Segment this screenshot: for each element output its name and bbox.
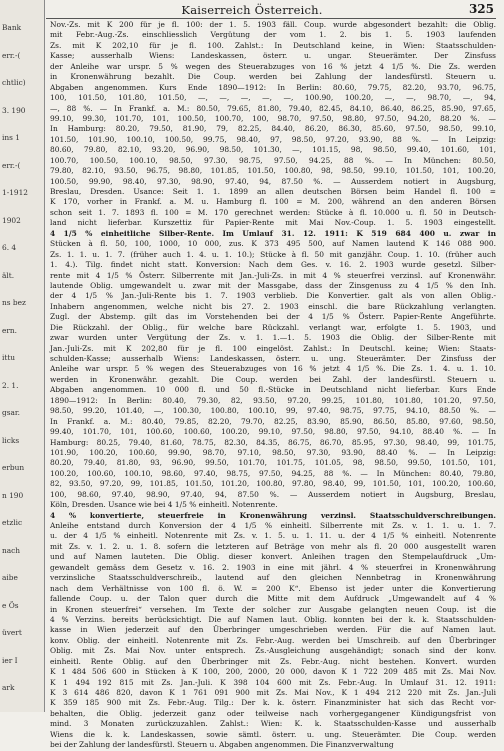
text-line: Abgaben angenommen. Kurs Ende 1890—1912: In Berlin: 80.60, 79.75, 82.20, 93.70, 96.75, — [50, 82, 496, 92]
text-line: nach dem Verhältnisse von 100 fl. ö. W. = 200 K“. Ebenso ist jeder unter die Konvertierung — [50, 583, 496, 593]
text-line: K 359 185 900 mit Zs. Febr.-Aug. Tilg.: Der k. k. österr. Finanzminister hat sich das Recht vor- — [50, 698, 496, 708]
text-line: lautende Oblig. umgewandelt u. zwar mit der Massgabe, dass der Zinsgenuss zu 4 1/5 % den Inh. — [50, 280, 496, 290]
text-line: 100.20, 100.60, 100.10, 98.60, 97.40, 98.75, 97.50, 94.25, 88 %. — In München: 80.40, 79.80, — [50, 468, 496, 478]
text-line: rente mit 4 1/5 % Österr. Silberrente mit Jan.-Juli-Zs. in mit 4 % steuerfrei verzinsl. auf Kronenwähr. — [50, 270, 496, 280]
text-line: behalten, die Oblig. jederzeit ganz oder teilweise nach vorhergegangener Kündigungsfrist von — [50, 708, 496, 718]
margin-fragment: 3. 190 — [2, 105, 26, 115]
text-line: Kasse; ausserhalb Wiens: Landeskassen, österr. u. ungar. Steuerämter. Der Zinsfuss — [50, 51, 496, 61]
margin-fragment: 2. 1. — [2, 380, 19, 390]
margin-fragment: üvert — [2, 628, 22, 637]
text-line: 99.10, 99.30, 101.70, 101, 100.50, 100.70, 100, 98.70, 97.50, 98.80, 97.50, 94.20, 88.20 %. — — [50, 113, 496, 123]
text-line: konv. Oblig. der einheitl. Notenrente mit Zs. Febr.-Aug. werden bei Umschreib. auf den Überbringer — [50, 635, 496, 645]
text-line: bei der Zahlung der landesfürstl. Steuern u. Abgaben angenommen. Die Finanzverwaltung — [50, 740, 394, 750]
text-line: einheitl. Rente Oblig. auf den Überbringer mit Zs. Febr.-Aug. nicht bestehen. Konvert. wurden — [50, 656, 496, 666]
text-line: 99.40, 101.70, 101, 100.60, 100.60, 100.20, 99.10, 97.50, 98.80, 97.50, 94.10, 88.40 %. — In — [50, 427, 496, 437]
margin-fragment: ns bez — [2, 298, 26, 307]
text-line: 79.80, 82.10, 93.50, 96.75, 98.80, 101.85, 101.50, 100.80, 98, 98.50, 99.10, 101.50, 101, 100.20, — [50, 166, 496, 176]
margin-fragment: ern. — [2, 325, 18, 335]
text-line: 4 % Verzins. bereits berücksichtigt. Die auf Namen laut. Oblig. konnten bei der k. k. Staatsschulden- — [50, 614, 496, 624]
text-line: —, 88 %. — In Frankf. a. M.: 80.50, 79.65, 81.80, 79.40, 82.45, 84.10, 86.40, 86.25, 85.90, 97.65, — [50, 103, 496, 113]
margin-fragment: 1-1912 — [2, 188, 29, 197]
margin-fragment: 6. 4 — [2, 243, 17, 252]
margin-fragment: gsar. — [2, 408, 20, 417]
margin-fragment: err.-( — [2, 160, 21, 170]
text-line: 82, 93.50, 97.20, 99, 101.85, 101.50, 101.20, 100.80, 97.80, 98.40, 99, 101.50, 101, 100.20, 100.60, — [50, 479, 496, 489]
text-line: in Kronen steuerfrei“ versehen. Im Texte der solcher zur Ausgabe gelangten neuen Coup. ist die — [50, 604, 496, 614]
text-line: werden in Kronenwähr. gezahlt. Die Coup. werden bei Zahl. der landesfürstl. Steuern u. — [50, 374, 496, 384]
text-line: Zs. mit K 202,10 für je fl. 100. Zahlst.: In Deutschland keine, in Wien: Staatsschulden- — [50, 40, 496, 50]
text-line: 80.20, 79.40, 81.80, 93, 96.90, 99.50, 101.70, 101.75, 101.05, 98, 98.50, 99.50, 101.50, 101, — [50, 458, 496, 468]
text-line: Stücken à fl. 50, 100, 1000, 10 000, zus. K 373 495 500, auf Namen lautend K 146 088 900. — [50, 239, 496, 249]
margin-fragment: ark — [2, 683, 15, 692]
text-line: Jan.-Juli-Zs. mit K 202,80 für je fl. 100 eingelöst. Zahlst.: In Deutschl. keine; Wien: Staats- — [50, 343, 496, 353]
margin-fragment: ält. — [2, 270, 15, 280]
text-line: In Hamburg: 80.20, 79.50, 81.90, 79, 82.25, 84.40, 86.20, 86.30, 85.60, 97.50, 98.50, 99.10, — [50, 124, 496, 134]
text-line: 100, 98.60, 97.40, 98.90, 97.40, 94, 87.50 %. — Ausserdem notiert in Augsburg, Breslau, — [50, 489, 496, 499]
text-line: 100.70, 100.50, 100.10, 98.50, 97.30, 98.75, 97.50, 94.25, 88 %. — In München: 80.50, — [50, 155, 496, 165]
text-line: land nicht lieferbar. Kurszettiz für Papier-Rente mit Mai Nov.-Coup. 1. 5. 1903 eingestellt. — [50, 218, 496, 228]
text-line: verzinsliche Staatsschuldverschreib., lautend auf den gleichen Nennbetrag in Kronenwährung — [50, 573, 496, 583]
header-rule — [46, 18, 496, 19]
text-line: Wiens die k. k. Landeskassen, sowie sämtl. österr. u. ung. Steuerämter. Die Coup. werden — [50, 729, 496, 739]
body-text — [50, 20, 496, 750]
margin-fragment: ier I — [2, 655, 18, 665]
text-line: 80.60, 79.80, 82.10, 93.20, 96.90, 98.50, 101.30, —, 101.15, 98, 98.50, 99.40, 101.60, 101, — [50, 145, 496, 155]
margin-fragment: ittu — [2, 353, 16, 362]
text-line: 101.90, 100.20, 100.60, 99.90, 98.70, 97.10, 98.50, 97.30, 93.90, 88.40 %. — In Leipzig: — [50, 447, 496, 457]
text-line: Anleihe war urspr. 5 % wegen des Steuerabzuges von 16 % jetzt 4 1/5 %. Die Zs. 1. 4. u. 1. 10. — [50, 364, 496, 374]
text-line: mit Zs. v. 1. 2. u. 1. 8. sofern die letzteren auf Beträge von mehr als fl. 20 000 ausgestellt waren — [50, 541, 496, 551]
margin-fragment: err.-( — [2, 50, 21, 60]
text-line: Hamburg: 80.25, 79.40, 81.60, 78.75, 82.30, 84.35, 86.75, 86.70, 85.95, 97.30, 98.40, 99, 101.75, — [50, 437, 496, 447]
text-line: K 1 484 506 600 in Stücken à K 100, 200, 2000, 20 000, davon K 1 722 209 485 mit Zs. Mai Nov. — [50, 667, 496, 677]
text-line: Inhabern angenommen, welche nicht bis 27. 2. 1903 einschl. die bare Rückzahlung verlangten. — [50, 301, 496, 311]
text-line: K 170, vorher in Frankf. a. M. u. Hamburg fl. 100 = M. 200, während an den anderen Börsen — [50, 197, 496, 207]
margin-fragment: erbun — [2, 463, 25, 472]
text-line: 100, 101.50, 101.80, 101.50, —, —, —, —, —, 100.90, 100.20, —, —, 98.70, —, 94, — [50, 93, 496, 103]
text-line: Abgaben angenommen. 10 000 fl. und 50 fl.-Stücke in Deutschland nicht lieferbar. Kurs Ende — [50, 385, 496, 395]
text-line: 1. 4.). Tilg. findet nicht statt. Konversion: Nach dem Ges. v. 16. 2. 1903 wurde gesetzl. Silber- — [50, 260, 496, 270]
text-line: und auf Namen lauteten. Die Oblig. dieser konvert. Anleihen tragen den Stempelaufdruck „Um- — [50, 552, 496, 562]
text-line: Die Rückzahl. der Oblig., für welche bare Rückzahl. verlangt war, erfolgte 1. 5. 1903, und — [50, 322, 496, 332]
text-line: mit Febr.-Aug.-Zs. einschliesslich Vergütung der vom 1. 2. bis 1. 5. 1903 laufenden — [50, 30, 496, 40]
text-line: schon seit 1. 7. 1893 fl. 100 = M. 170 gerechnet werden: Stücke à fl. 10.000 u. fl. 50 in Deutsch- — [50, 207, 496, 217]
margin-fragment: n 190 — [2, 490, 24, 500]
text-line: mind. 3 Monaten zurückzuzahlen. Zahlst.: Wien: K. k. Staatsschulden-Kasse und ausserhalb — [50, 719, 496, 729]
margin-fragment: e Ös — [2, 600, 19, 610]
text-line: gewandelt gemäss dem Gesetz v. 16. 2. 1903 in eine mit jährl. 4 % steuerfrei in Kronenwährung — [50, 562, 496, 572]
margin-fragment: Bank — [2, 23, 22, 32]
text-line: u. der 4 1/5 % einheitl. Notenrente mit Zs. v. 1. 5. u. 1. 11. u. der 4 1/5 % einheitl. Notenrente — [50, 531, 496, 541]
text-line: fallende Coup. u. der Talon quer durch die Mitte mit dem Aufdruck „Umgewandelt auf 4 % — [50, 594, 496, 604]
text-line: Zugl. der Abstemp. gilt das im Vorstehenden bei der 4 1/5 % Österr. Papier-Rente Angeführte. — [50, 312, 496, 322]
text-line: Nov.-Zs. mit K 200 für je fl. 100: der 1. 5. 1903 fäll. Coup. wurde abgesondert bezahlt: die Oblig. — [50, 20, 496, 29]
text-line: 101.50, 101.90, 100.10, 100.50, 99.75, 98.40, 97, 98.50, 97.20, 93.90, 88 %. — In Leipzig: — [50, 134, 496, 144]
text-line: 98.50, 99.20, 101.40, —, 100.30, 100.80, 100.10, 99, 97.40, 98.75, 97.75, 94.10, 88.50 %. — — [50, 406, 496, 416]
text-line: Anleihe entstand durch Konversion der 4 1/5 % einheitl. Silberrente mit Zs. v. 1. 1. u. 1. 7. — [50, 521, 496, 530]
text-line: K 1 494 192 815 mit Zs. Jan.-Juli. K 398 104 600 mit Zs. Febr.-Aug. In Umlauf 31. 12. 1911: — [50, 677, 496, 687]
text-line: der Anleihe war urspr. 5 % wegen des Steuerabzuges von 16 % jetzt 4 1/5 %. Die Zs. werden — [50, 61, 496, 71]
margin-fragment: licks — [2, 435, 20, 445]
text-line: 100.50, 99.90, 98.40, 97.30, 98.90, 97.40, 94, 87.50 %. — Ausserdem notiert in Augsburg, — [50, 176, 496, 186]
text-line: kasse in Wien jederzeit auf den Überbringer umgeschrieben werden. Für die auf Namen laut. — [50, 625, 496, 635]
section-heading-line: 4 1/5 % einheitliche Silber-Rente. Im Umlauf 31. 12. 1911: K 519 684 400 u. zwar in — [50, 228, 496, 238]
text-line: in Kronenwährung bezahlt. Die Coup. werden bei Zahlung der landesfürstl. Steuern u. — [50, 72, 496, 82]
text-line: 1890—1912: In Berlin: 80.40, 79.30, 82, 93.50, 97.20, 99.25, 101.80, 101.80, 101.20, 97.50, — [50, 395, 496, 405]
text-line: Köln, Dresden. Usance wie bei 4 1/5 % einheitl. Notenrente. — [50, 500, 278, 510]
margin-fragment: nach — [2, 545, 21, 555]
margin-fragment: aibe — [2, 573, 18, 582]
text-line: schulden-Kasse; ausserhalb Wiens: Landeskassen, österr. u. ung. Steuerämter. Der Zinsfuss der — [50, 354, 496, 363]
margin-fragment: ins 1 — [2, 133, 20, 142]
text-line: Breslau, Dresden. Usance: Seit 1. 1. 1899 an allen deutschen Börsen beim Handel fl. 100 = — [50, 187, 496, 196]
text-line: zwar wurden unter Vergütung der Zs. v. 1. 1.—1. 5. 1903 die Oblig. der Silber-Rente mit — [50, 333, 496, 343]
text-line: Zs. 1. 1. u. 1. 7. (früher auch 1. 4. u. 1. 10.); Stücke à fl. 50 mit ganzjähr. Coup. 1. 10. (früher auch — [50, 249, 496, 259]
section-heading-line: 4 % konvertierte, steuerfreie in Kronenwährung verzinsl. Staatsschuldverschreibungen. — [50, 510, 496, 520]
left-margin-binding — [0, 0, 45, 712]
text-line: der 4 1/5 % Jan.-Juli-Rente bis 1. 7. 1903 verblieb. Die Konvertier. galt als von allen Oblig.- — [50, 291, 496, 301]
page-number: 325 — [468, 2, 494, 16]
text-line: Oblig. mit Zs. Mai Nov. unter entsprech. Zs.-Ausgleichung ausgehändigt; sonach sind der konv. — [50, 646, 496, 656]
margin-fragment: 1902 — [2, 215, 21, 225]
running-header-title: Kaiserreich Österreich. — [181, 3, 323, 17]
margin-fragment: chtlic) — [2, 78, 26, 87]
text-line: K 3 614 486 820, davon K 1 761 091 900 mit Zs. Mai Nov., K 1 494 212 220 mit Zs. Jan.-Juli — [50, 688, 496, 697]
margin-fragment: etzlic — [2, 518, 23, 527]
text-line: In Frankf. a. M.: 80.40, 79.85, 82.20, 79.70, 82.25, 83.90, 85.90, 86.50, 85.80, 97.60, 98.50, — [50, 416, 496, 426]
